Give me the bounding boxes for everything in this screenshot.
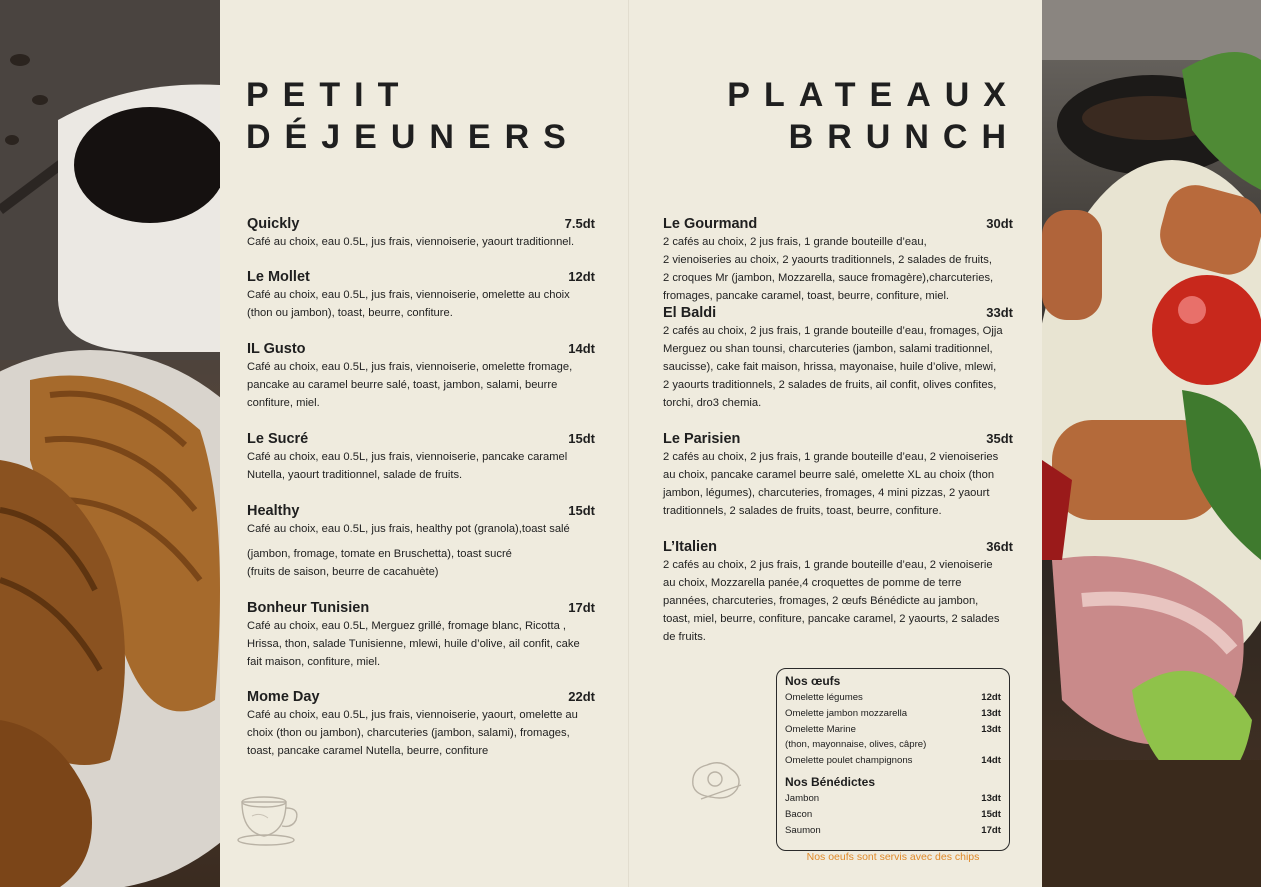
desc-line: Café au choix, eau 0.5L, jus frais, healthy pot (granola),toast salé: [247, 523, 570, 535]
item-price: 30dt: [986, 216, 1013, 231]
chips-footnote: Nos oeufs sont servis avec des chips: [806, 851, 980, 863]
coffee-croissant-photo: [0, 0, 220, 887]
desc-line: Café au choix, eau 0.5L, jus frais, viennoiserie, omelette fromage,: [247, 361, 573, 373]
item-description: [247, 286, 595, 322]
desc-line: (fruits de saison, beurre de cacahuète): [247, 566, 439, 578]
item-description: [663, 322, 1013, 412]
oeufs-name: Omelette Marine: [785, 723, 856, 735]
desc-line: de fruits.: [663, 631, 706, 643]
item-name: El Baldi: [663, 305, 717, 321]
menu-item-le-parisien: [663, 431, 1013, 520]
item-description: [663, 448, 1013, 520]
oeufs-name: Omelette légumes: [785, 692, 863, 703]
desc-line: fait maison, confiture, miel.: [247, 656, 381, 668]
item-description: [247, 233, 595, 251]
coffee-croissant-illustration: [0, 0, 220, 887]
item-name: Mome Day: [247, 689, 320, 705]
petit-dejeuners-page: [220, 0, 628, 887]
desc-line: Café au choix, eau 0.5L, jus frais, viennoiserie, omelette au choix: [247, 289, 570, 301]
item-price: 22dt: [568, 689, 595, 704]
oeufs-row: [785, 722, 1001, 738]
item-name: Quickly: [247, 216, 300, 232]
desc-line: Merguez ou shan tounsi, charcuteries (jambon, salami traditionnel,: [663, 343, 993, 355]
item-name: Le Mollet: [247, 269, 310, 285]
benedictes-name: Saumon: [785, 824, 821, 836]
desc-line: au choix, pancake caramel beurre salé, omelette XL au choix (thon: [663, 469, 995, 481]
oeufs-row: [785, 690, 1001, 706]
item-description: [247, 358, 595, 412]
oeufs-price: 13dt: [981, 723, 1001, 735]
page-title-petit-dejeuners: [246, 74, 580, 158]
item-description: [247, 520, 595, 581]
desc-line: confiture, miel.: [247, 397, 320, 409]
item-description: [247, 448, 595, 484]
item-name: IL Gusto: [247, 341, 306, 357]
desc-spacer: [247, 538, 595, 545]
desc-line: 2 vienoiseries au choix, 2 yaourts traditionnels, 2 salades de fruits,: [663, 254, 992, 266]
oeufs-row: [785, 753, 1001, 769]
desc-line: Nutella, yaourt traditionnel, salade de fruits.: [247, 469, 463, 481]
item-name: Healthy: [247, 503, 300, 519]
desc-line: traditionnels, 2 salades de fruits, toast, beurre, confiture.: [663, 505, 942, 517]
oeufs-name: Omelette jambon mozzarella: [785, 707, 908, 719]
desc-line: Café au choix, eau 0.5L, Merguez grillé, fromage blanc, Ricotta ,: [247, 620, 567, 632]
benedictes-price: 15dt: [981, 808, 1001, 820]
desc-line: Hrissa, thon, salade Tunisienne, mlewi, huile d’olive, ail confit, cake: [247, 638, 580, 650]
item-name: Le Gourmand: [663, 216, 758, 232]
menu-item-el-baldi: [663, 305, 1013, 412]
menu-item-mome-day: [247, 689, 595, 760]
oeufs-marine-note: (thon, mayonnaise, olives, câpre): [785, 739, 927, 751]
title-line: PETIT: [246, 76, 413, 114]
desc-line: saucisse), cake fait maison, hrissa, mayonaise, huile d’olive, mlewi,: [663, 361, 997, 373]
item-description: [247, 617, 595, 671]
item-name: L’Italien: [663, 539, 717, 555]
benedictes-title: Nos Bénédictes: [785, 774, 876, 789]
item-price: 35dt: [986, 431, 1013, 446]
desc-line: fromages, pancake caramel, toast, beurre, confiture, miel.: [663, 290, 950, 302]
title-line: PLATEAUX: [727, 76, 1020, 114]
coffee-cup-icon: [234, 788, 304, 848]
title-line: DÉJEUNERS: [246, 118, 580, 156]
menu-item-healthy: [247, 503, 595, 581]
item-description: [663, 233, 1013, 305]
item-price: 15dt: [568, 431, 595, 446]
item-price: 33dt: [986, 305, 1013, 320]
benedictes-price: 17dt: [981, 824, 1001, 836]
oeufs-name: Omelette poulet champignons: [785, 755, 913, 767]
item-name: Le Sucré: [247, 431, 309, 447]
item-price: 15dt: [568, 503, 595, 518]
benedictes-price: 13dt: [981, 792, 1001, 804]
menu-item-le-mollet: [247, 269, 595, 322]
desc-line: 2 cafés au choix, 2 jus frais, 1 grande bouteille d’eau,: [663, 236, 927, 248]
benedictes-name: Bacon: [785, 808, 813, 820]
brunch-plate-illustration: [1042, 0, 1261, 887]
desc-line: 2 cafés au choix, 2 jus frais, 1 grande bouteille d’eau, fromages, Ojja: [663, 325, 1003, 337]
oeufs-price: 12dt: [981, 692, 1001, 703]
desc-line: (thon ou jambon), toast, beurre, confiture.: [247, 307, 453, 319]
desc-line: Café au choix, eau 0.5L, jus frais, viennoiserie, pancake caramel: [247, 451, 568, 463]
oeufs-row: [785, 706, 1001, 722]
menu-item-bonheur-tunisien: [247, 600, 595, 671]
benedictes-name: Jambon: [785, 792, 820, 804]
oeufs-price: 13dt: [981, 707, 1001, 719]
fried-egg-icon: [687, 755, 747, 805]
item-description: [663, 556, 1013, 646]
menu-item-le-sucre: [247, 431, 595, 484]
desc-line: 2 yaourts traditionnels, 2 salades de fruits, ail confit, olives confites,: [663, 379, 997, 391]
desc-line: 2 cafés au choix, 2 jus frais, 1 grande bouteille d’eau, 2 vienoiseries: [663, 451, 999, 463]
desc-line: toast, pancake caramel Nutella, beurre, confiture: [247, 745, 489, 757]
menu-item-le-gourmand: [663, 216, 1013, 305]
desc-line: Café au choix, eau 0.5L, jus frais, viennoiserie, yaourt, omelette au: [247, 709, 578, 721]
desc-line: 2 croques Mr (jambon, Mozzarella, sauce fromagère),charcuteries,: [663, 272, 994, 284]
desc-line: torchi, dro3 chemia.: [663, 397, 762, 409]
item-price: 14dt: [568, 341, 595, 356]
desc-line: Café au choix, eau 0.5L, jus frais, viennoiserie, yaourt traditionnel.: [247, 236, 575, 248]
brunch-plate-photo: [1042, 0, 1261, 887]
desc-line: 2 cafés au choix, 2 jus frais, 1 grande bouteille d’eau, 2 vienoiserie: [663, 559, 993, 571]
menu-item-l-italien: [663, 539, 1013, 646]
benedictes-row: [785, 807, 1001, 823]
desc-line: pannées, charcuteries, fromages, 2 œufs Bénédicte au jambon,: [663, 595, 979, 607]
item-price: 12dt: [568, 269, 595, 284]
menu-item-il-gusto: [247, 341, 595, 412]
page-title-plateaux-brunch: [727, 74, 1020, 158]
item-name: Bonheur Tunisien: [247, 600, 370, 616]
oeufs-title: Nos œufs: [785, 674, 841, 688]
item-price: 36dt: [986, 539, 1013, 554]
desc-line: (jambon, fromage, tomate en Bruschetta), toast sucré: [247, 548, 512, 560]
oeufs-box: [776, 668, 1010, 851]
desc-line: jambon, légumes), charcuteries, fromages, 4 mini pizzas, 2 yaourt: [663, 487, 990, 499]
benedictes-row: [785, 791, 1001, 807]
plateaux-brunch-page: [628, 0, 1042, 887]
title-line: BRUNCH: [788, 118, 1020, 156]
desc-line: choix (thon ou jambon), charcuteries (jambon, salami), fromages,: [247, 727, 570, 739]
desc-line: toast, miel, beurre, confiture, pancake caramel, 2 yaourts, 2 salades: [663, 613, 1000, 625]
menu-item-quickly: [247, 216, 595, 251]
item-price: 17dt: [568, 600, 595, 615]
oeufs-price: 14dt: [981, 755, 1001, 767]
item-price: 7.5dt: [564, 216, 595, 231]
desc-line: au choix, Mozzarella panée,4 croquettes de pomme de terre: [663, 577, 962, 589]
item-description: [247, 706, 595, 760]
benedictes-row: [785, 823, 1001, 839]
item-name: Le Parisien: [663, 431, 741, 447]
desc-line: pancake au caramel beurre salé, toast, jambon, salami, beurre: [247, 379, 558, 391]
